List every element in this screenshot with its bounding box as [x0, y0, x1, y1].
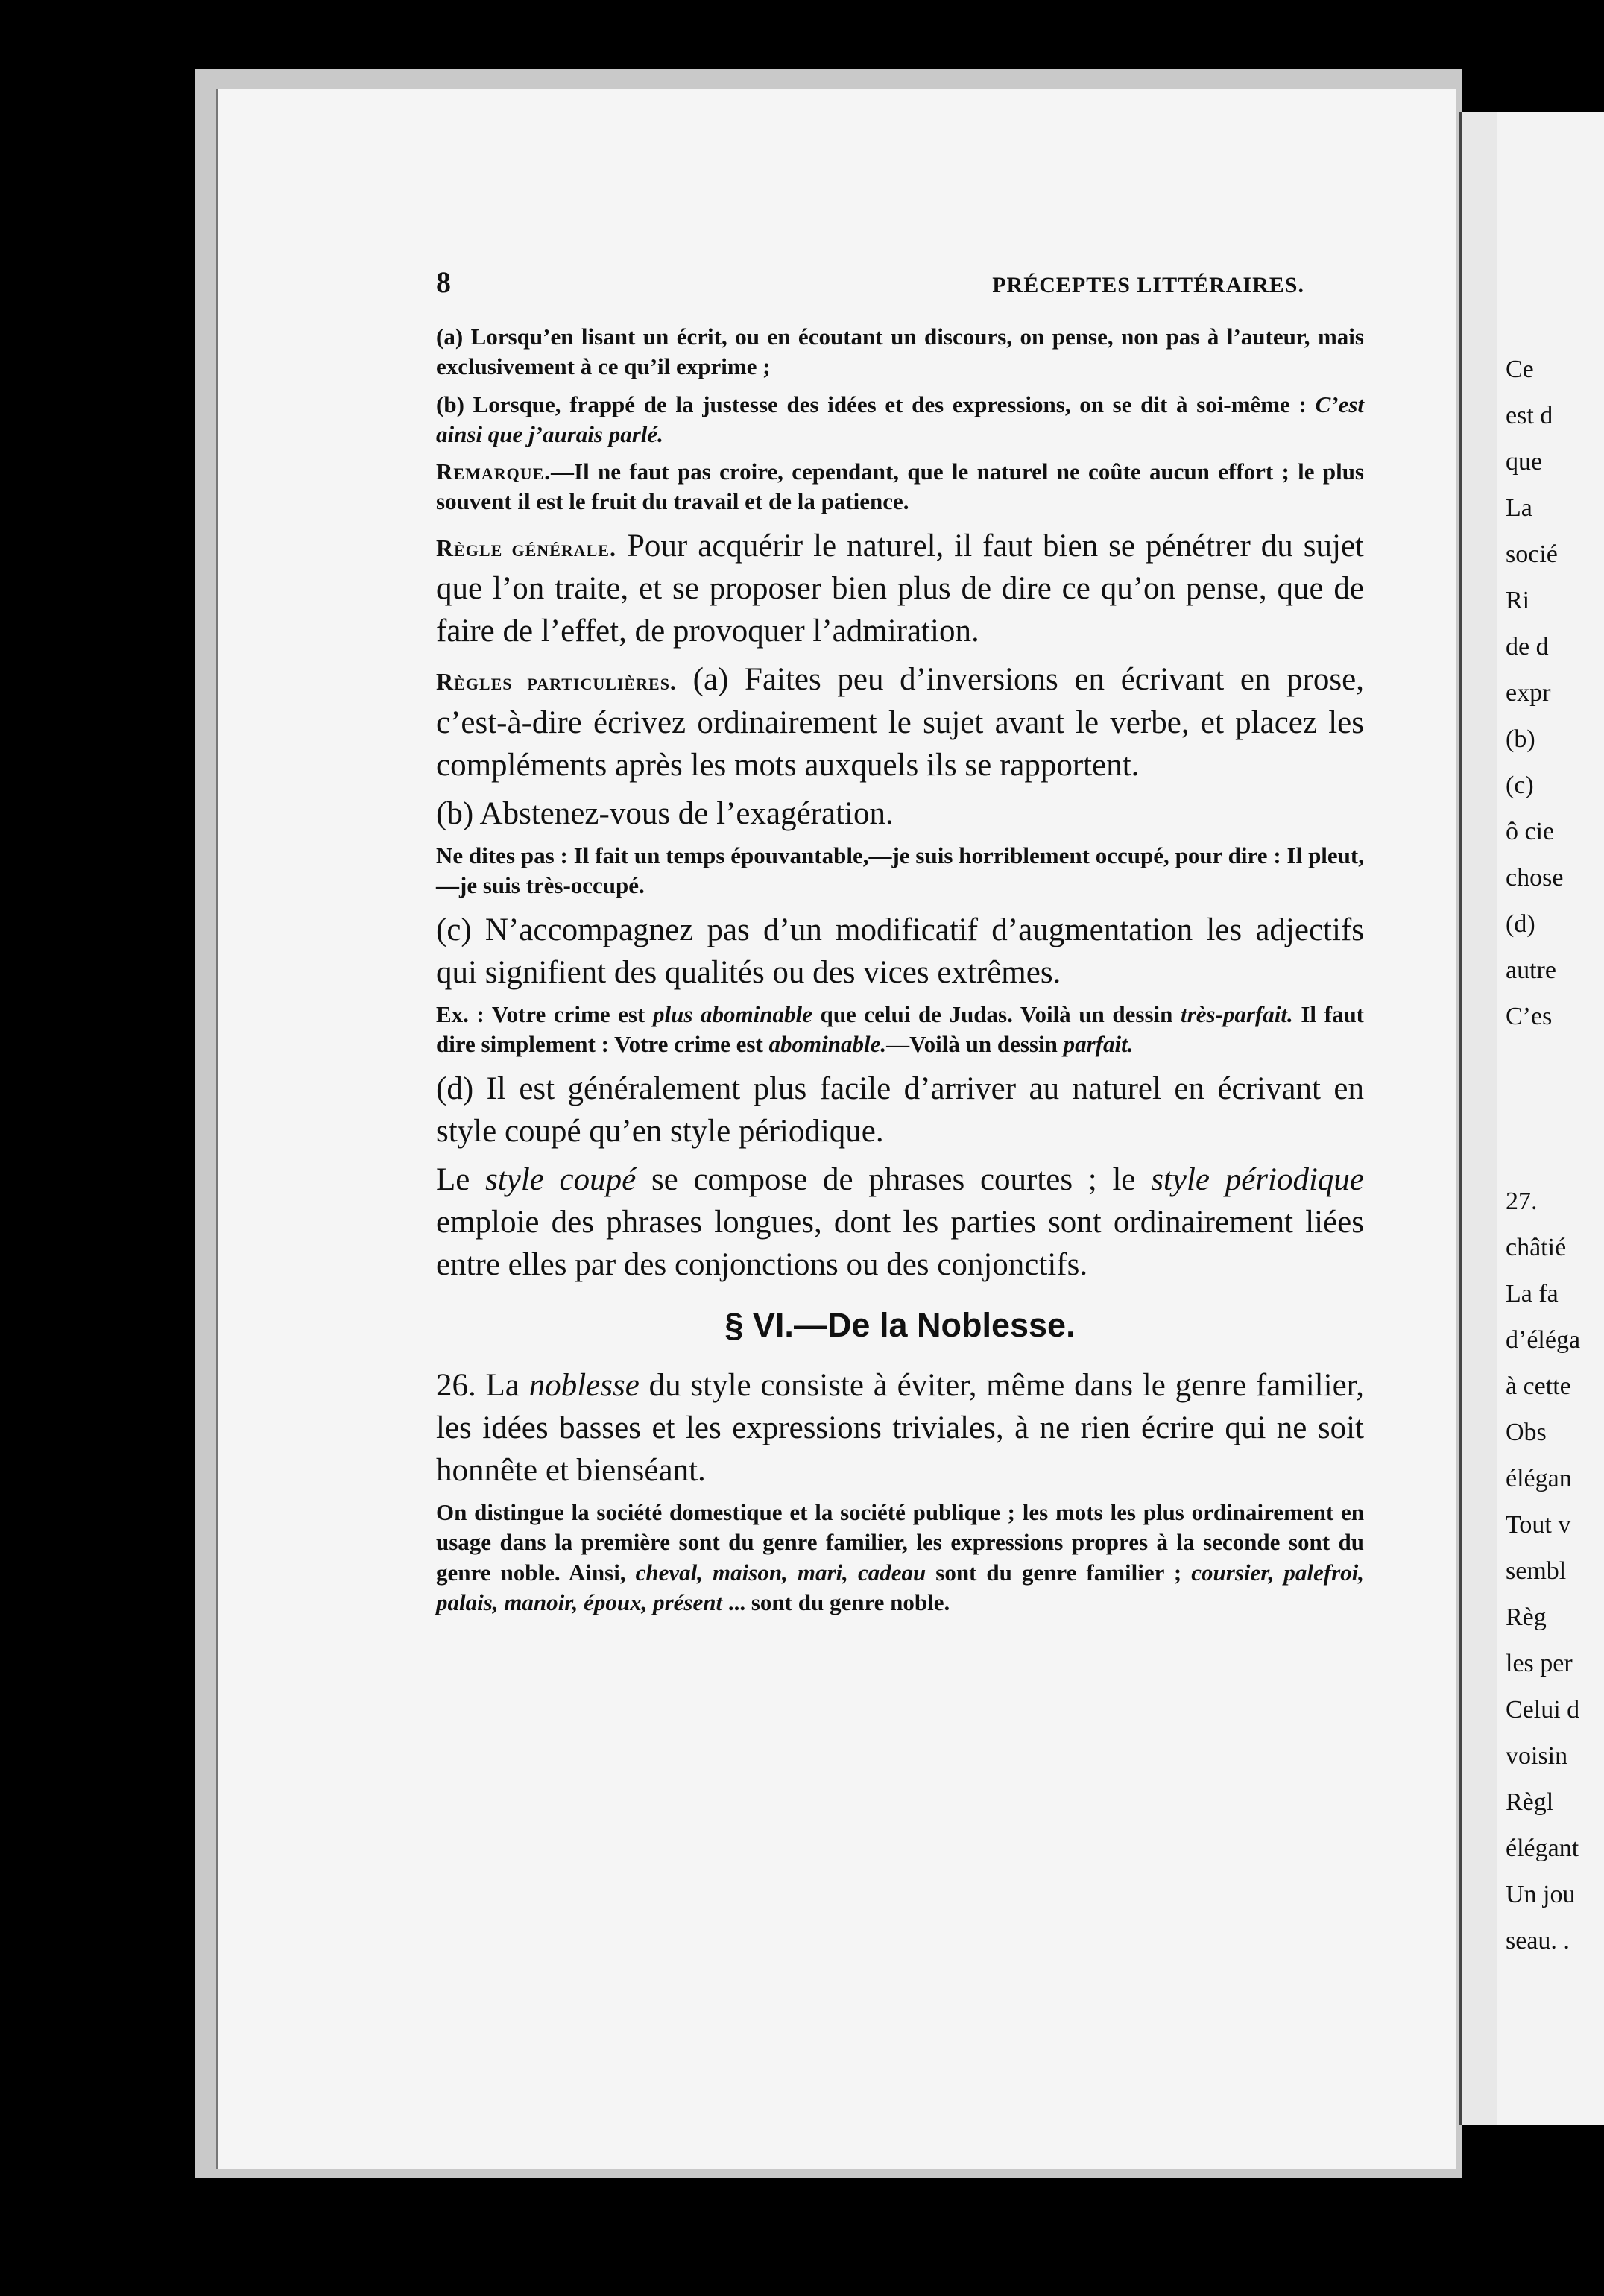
- example: Ex. : Votre crime est plus abominable que celui de Judas. Voilà un dessin très-parfait. Il faut dire simplement : Votre crime est abominable.—Voilà un dessin parfait.: [436, 1001, 1365, 1058]
- facing-page-line: les per: [1506, 1650, 1573, 1677]
- facing-page-line: que: [1506, 448, 1543, 476]
- facing-page-line: est d: [1506, 402, 1553, 429]
- facing-page-line: (c): [1506, 772, 1534, 799]
- book-gutter: [1459, 112, 1501, 2125]
- facing-page-line: 27.: [1506, 1188, 1538, 1215]
- facing-page-line: à cette: [1506, 1372, 1571, 1400]
- facing-page-line: C’es: [1506, 1003, 1553, 1030]
- facing-page-line: élégan: [1506, 1465, 1572, 1492]
- facing-page-line: (b): [1506, 725, 1535, 753]
- facing-page-line: chose: [1506, 864, 1564, 892]
- remarque: Remarque.—Il ne faut pas croire, cependant, que le naturel ne coûte aucun effort ; le plus souvent il est le fruit du travail et de la patience.: [436, 458, 1364, 515]
- facing-page-line: Celui d: [1506, 1696, 1580, 1723]
- facing-page-line: expr: [1506, 679, 1551, 707]
- paragraph-a: (a) Lorsqu’en lisant un écrit, ou en écoutant un discours, on pense, non pas à l’auteur, mais exclusivement à ce qu’il exprime ;: [436, 324, 1364, 380]
- facing-page-line: châtié: [1506, 1234, 1567, 1261]
- regles-particulieres-a: Règles particulières. (a) Faites peu d’inversions en écrivant en prose, c’est-à-dire écrivez ordinairement le sujet avant le verbe, et placez les compléments après les mots auxquels ils se rapportent.: [436, 662, 1365, 783]
- facing-page-line: La fa: [1506, 1280, 1559, 1308]
- facing-page-line: ô cie: [1506, 818, 1555, 845]
- facing-page-line: (d): [1506, 910, 1535, 938]
- section-title: § VI.—De la Noblesse.: [724, 1305, 1076, 1344]
- note-paragraph: On distingue la société domestique et la société publique ; les mots les plus ordinairement en usage dans la première sont du genre familier, les expressions propres à la seconde sont du genre noble. Ainsi, cheval, maison, mari, cadeau sont du genre familier ; coursier, palefroi, palais, manoir, époux, présent ... sont du genre noble.: [436, 1499, 1365, 1616]
- facing-page-line: [1506, 1090, 1604, 1136]
- facing-page-line: Tout v: [1506, 1511, 1571, 1539]
- facing-page-line: Obs: [1506, 1419, 1547, 1446]
- page-content: [436, 265, 1364, 1625]
- regles-particulieres-b: (b) Abstenez-vous de l’exagération.: [436, 795, 894, 831]
- facing-page-line: [1506, 1136, 1604, 1182]
- regle-generale: Règle générale. Pour acquérir le naturel, il faut bien se pénétrer du sujet que l’on traite, et se proposer bien plus de dire ce qu’on pense, que de faire de l’effet, de provoquer l’admiration.: [436, 528, 1364, 649]
- facing-page-line: sembl: [1506, 1557, 1567, 1585]
- ne-dites-pas: Ne dites pas : Il fait un temps épouvantable,—je suis horriblement occupé, pour dire : Il pleut,—je suis très-occupé.: [436, 842, 1364, 899]
- facing-page-line: voisin: [1506, 1742, 1568, 1770]
- paragraph-b: (b) Lorsque, frappé de la justesse des idées et des expressions, on se dit à soi-même : C’est ainsi que j’aurais parlé.: [436, 391, 1365, 447]
- facing-page-line: [1506, 1044, 1604, 1090]
- facing-page-line: Un jou: [1506, 1881, 1576, 1908]
- facing-page-line: seau. .: [1506, 1927, 1570, 1955]
- regles-particulieres-d: (d) Il est généralement plus facile d’arriver au naturel en écrivant en style coupé qu’en style périodique.: [436, 1070, 1364, 1149]
- facing-page-line: élégant: [1506, 1835, 1579, 1862]
- facing-page-line: Règl: [1506, 1788, 1554, 1816]
- facing-page-line: La: [1506, 494, 1532, 522]
- facing-page-line: d’éléga: [1506, 1326, 1581, 1354]
- facing-page-line: socié: [1506, 540, 1558, 568]
- paragraph-26: 26. La noblesse du style consiste à éviter, même dans le genre familier, les idées basses et les expressions triviales, à ne rien écrire qui ne soit honnête et bienséant.: [436, 1367, 1365, 1488]
- facing-page-line: autre: [1506, 956, 1556, 984]
- facing-page-text: [1506, 350, 1604, 1968]
- style-definition: Le style coupé se compose de phrases courtes ; le style périodique emploie des phrases longues, dont les parties sont ordinairement liées entre elles par des conjonctions ou des conjonctifs.: [436, 1162, 1364, 1283]
- page-number: 8: [436, 265, 452, 299]
- facing-page-line: Ri: [1506, 587, 1530, 614]
- running-header: [436, 265, 1364, 300]
- facing-page-line: Ce: [1506, 356, 1534, 383]
- facing-page-line: Règ: [1506, 1603, 1547, 1631]
- running-title: PRÉCEPTES LITTÉRAIRES.: [992, 273, 1304, 297]
- facing-page-line: de d: [1506, 633, 1549, 660]
- regles-particulieres-c: (c) N’accompagnez pas d’un modificatif d’augmentation les adjectifs qui signifient des qualités ou des vices extrêmes.: [436, 912, 1364, 990]
